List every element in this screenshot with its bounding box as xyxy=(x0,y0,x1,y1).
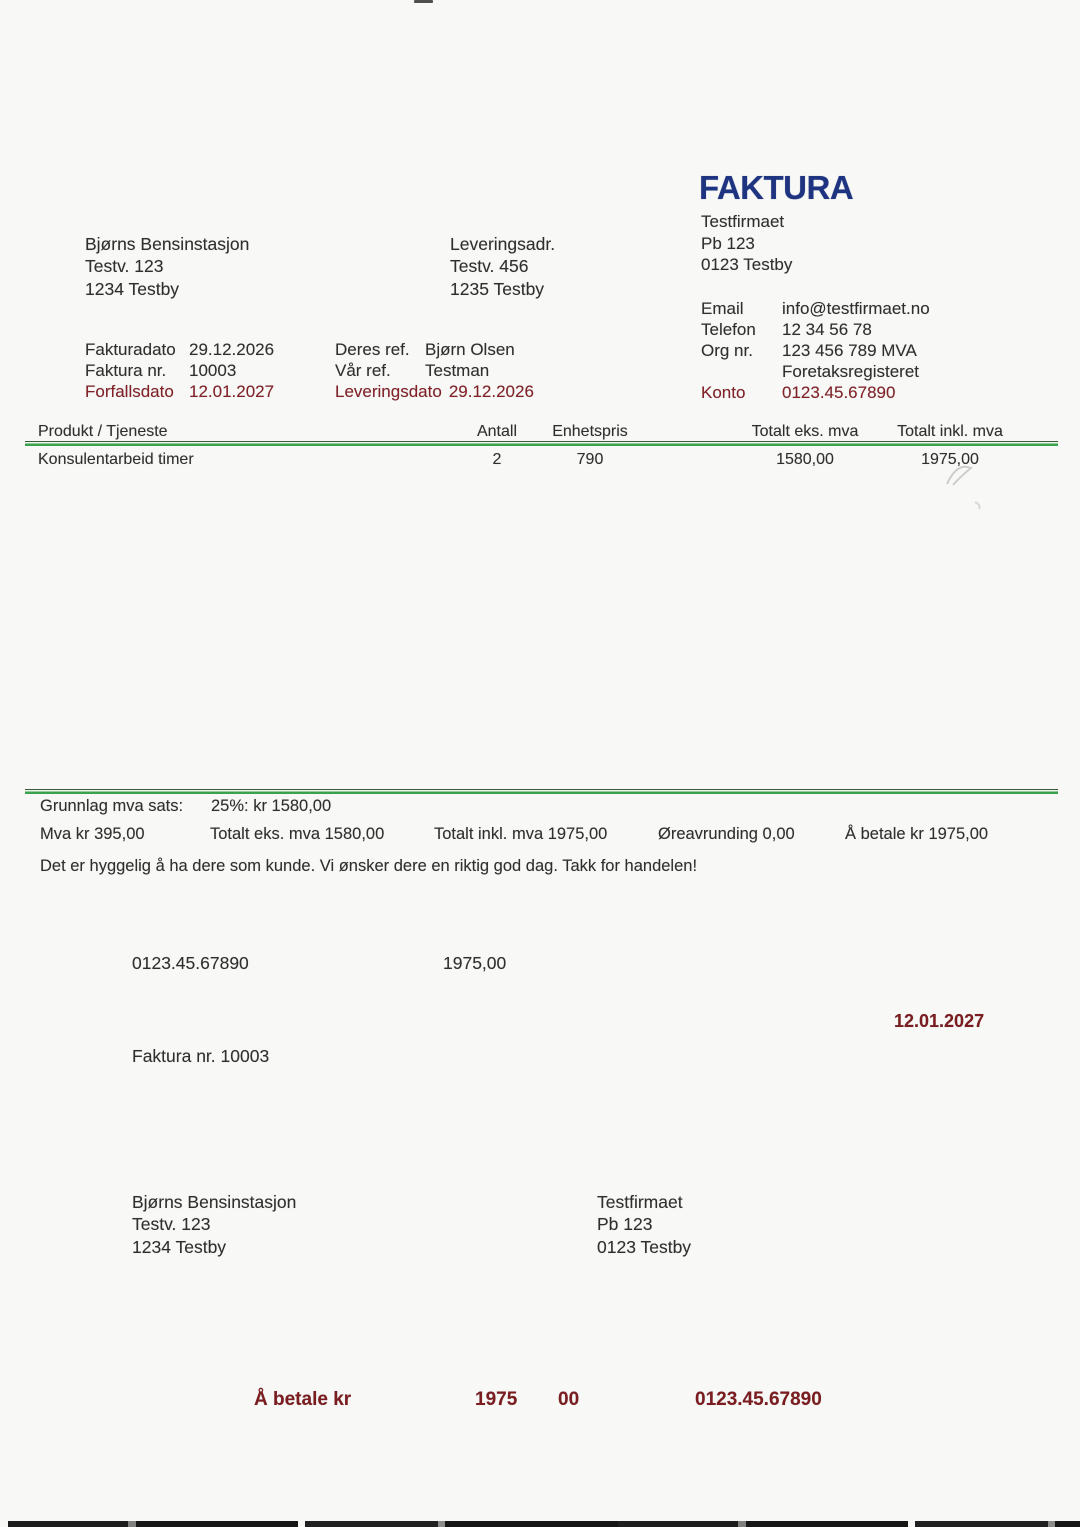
contact-row-orgnr xyxy=(701,341,930,362)
issuer-address-line: Pb 123 xyxy=(701,233,755,253)
giro-payer-address-block xyxy=(132,1191,296,1258)
meta-label: Deres ref. xyxy=(335,340,410,359)
giro-payee-address-block xyxy=(597,1191,691,1258)
summary-amount-due: Å betale kr 1975,00 xyxy=(845,825,989,843)
giro-payee-address-line: 0123 Testby xyxy=(597,1236,692,1257)
summary-total-inc-vat: Totalt inkl. mva 1975,00 xyxy=(434,825,608,843)
pay-account-number: 0123.45.67890 xyxy=(695,1389,822,1410)
giro-due-date: 12.01.2027 xyxy=(894,1011,985,1031)
vat-base-value: 25%: kr 1580,00 xyxy=(211,797,332,815)
issuer-address-block xyxy=(701,211,792,276)
meta-row-delivery-date xyxy=(335,382,534,403)
meta-label: Fakturadato xyxy=(85,340,176,359)
meta-row-our-ref xyxy=(335,361,534,382)
meta-value: 29.12.2026 xyxy=(448,381,534,401)
meta-value: 10003 xyxy=(189,360,237,380)
meta-row-due-date xyxy=(85,382,274,403)
contact-value: 0123.45.67890 xyxy=(782,382,896,402)
pay-amount-ore: 00 xyxy=(558,1389,580,1410)
contact-label: Org nr. xyxy=(701,340,753,360)
meta-value: 12.01.2027 xyxy=(189,381,275,401)
issuer-address-line: 0123 Testby xyxy=(701,255,793,274)
delivery-label: Leveringsadr. xyxy=(450,234,556,254)
summary-rounding: Øreavrunding 0,00 xyxy=(658,825,795,843)
table-header-separator-line xyxy=(25,441,1058,446)
vat-base-label: Grunnlag mva sats: xyxy=(40,797,184,815)
giro-invoice-reference: Faktura nr. 10003 xyxy=(132,1046,270,1066)
pay-amount-kroner: 1975 xyxy=(475,1389,518,1410)
col-header-unit-price: Enhetspris xyxy=(552,423,628,440)
col-header-total-inc-vat: Totalt inkl. mva xyxy=(897,423,1003,440)
cell-total-inc-vat: 1975,00 xyxy=(921,451,979,468)
invoice-meta-middle xyxy=(335,340,534,403)
giro-payer-address-line: Testv. 123 xyxy=(132,1214,211,1235)
invoice-meta-left xyxy=(85,340,274,403)
contact-value: 12 34 56 78 xyxy=(782,319,872,339)
scan-artifact-top xyxy=(414,0,433,3)
customer-name: Bjørns Bensinstasjon xyxy=(85,234,250,254)
customer-address-block xyxy=(85,233,249,300)
contact-value: 123 456 789 MVA xyxy=(782,340,917,360)
meta-value: Testman xyxy=(425,360,490,380)
contact-label xyxy=(701,362,782,383)
col-header-qty: Antall xyxy=(476,423,518,440)
giro-account-number: 0123.45.67890 xyxy=(132,953,249,973)
summary-separator-line xyxy=(25,789,1058,794)
contact-row-register xyxy=(701,362,930,383)
contact-block xyxy=(701,299,930,404)
contact-value: Foretaksregisteret xyxy=(782,361,919,381)
summary-total-ex-vat: Totalt eks. mva 1580,00 xyxy=(210,825,385,843)
giro-amount: 1975,00 xyxy=(443,953,507,973)
contact-label: Email xyxy=(701,299,744,318)
cell-product: Konsulentarbeid timer xyxy=(38,451,194,468)
contact-row-account xyxy=(701,383,930,404)
meta-row-invoice-number xyxy=(85,361,274,382)
cell-unit-price: 790 xyxy=(576,451,604,468)
meta-label: Leveringsdato xyxy=(335,381,442,401)
invoice-title: FAKTURA xyxy=(699,169,854,206)
scan-smudge-mark xyxy=(941,458,1001,518)
col-header-product: Produkt / Tjeneste xyxy=(38,423,168,440)
delivery-address-block xyxy=(450,233,555,300)
contact-label: Konto xyxy=(701,382,746,402)
contact-value: info@testfirmaet.no xyxy=(782,299,930,318)
col-header-total-ex-vat: Totalt eks. mva xyxy=(751,423,859,440)
meta-value: Bjørn Olsen xyxy=(425,340,515,359)
issuer-name: Testfirmaet xyxy=(701,212,785,231)
contact-label: Telefon xyxy=(701,319,756,339)
delivery-address-line: 1235 Testby xyxy=(450,278,545,299)
meta-label: Forfallsdato xyxy=(85,381,174,401)
customer-address-line: 1234 Testby xyxy=(85,278,180,299)
contact-row-email xyxy=(701,299,930,320)
meta-row-your-ref xyxy=(335,340,534,361)
customer-address-line: Testv. 123 xyxy=(85,256,164,277)
scan-artifact-bottom-edge xyxy=(8,1521,1080,1527)
cell-qty: 2 xyxy=(492,451,502,468)
summary-mva: Mva kr 395,00 xyxy=(40,825,145,843)
meta-label: Faktura nr. xyxy=(85,360,167,380)
giro-payer-address-line: 1234 Testby xyxy=(132,1236,227,1257)
meta-row-invoice-date xyxy=(85,340,274,361)
cell-total-ex-vat: 1580,00 xyxy=(776,451,834,468)
pay-amount-label: Å betale kr xyxy=(254,1389,352,1410)
contact-row-phone xyxy=(701,320,930,341)
meta-label: Vår ref. xyxy=(335,360,391,380)
giro-payer-name: Bjørns Bensinstasjon xyxy=(132,1192,297,1212)
meta-value: 29.12.2026 xyxy=(189,340,275,359)
thank-you-message: Det er hyggelig å ha dere som kunde. Vi ønsker dere en riktig god dag. Takk for handelen! xyxy=(40,857,698,875)
delivery-address-line: Testv. 456 xyxy=(450,256,529,277)
giro-payee-name: Testfirmaet xyxy=(597,1192,683,1212)
giro-payee-address-line: Pb 123 xyxy=(597,1214,653,1235)
